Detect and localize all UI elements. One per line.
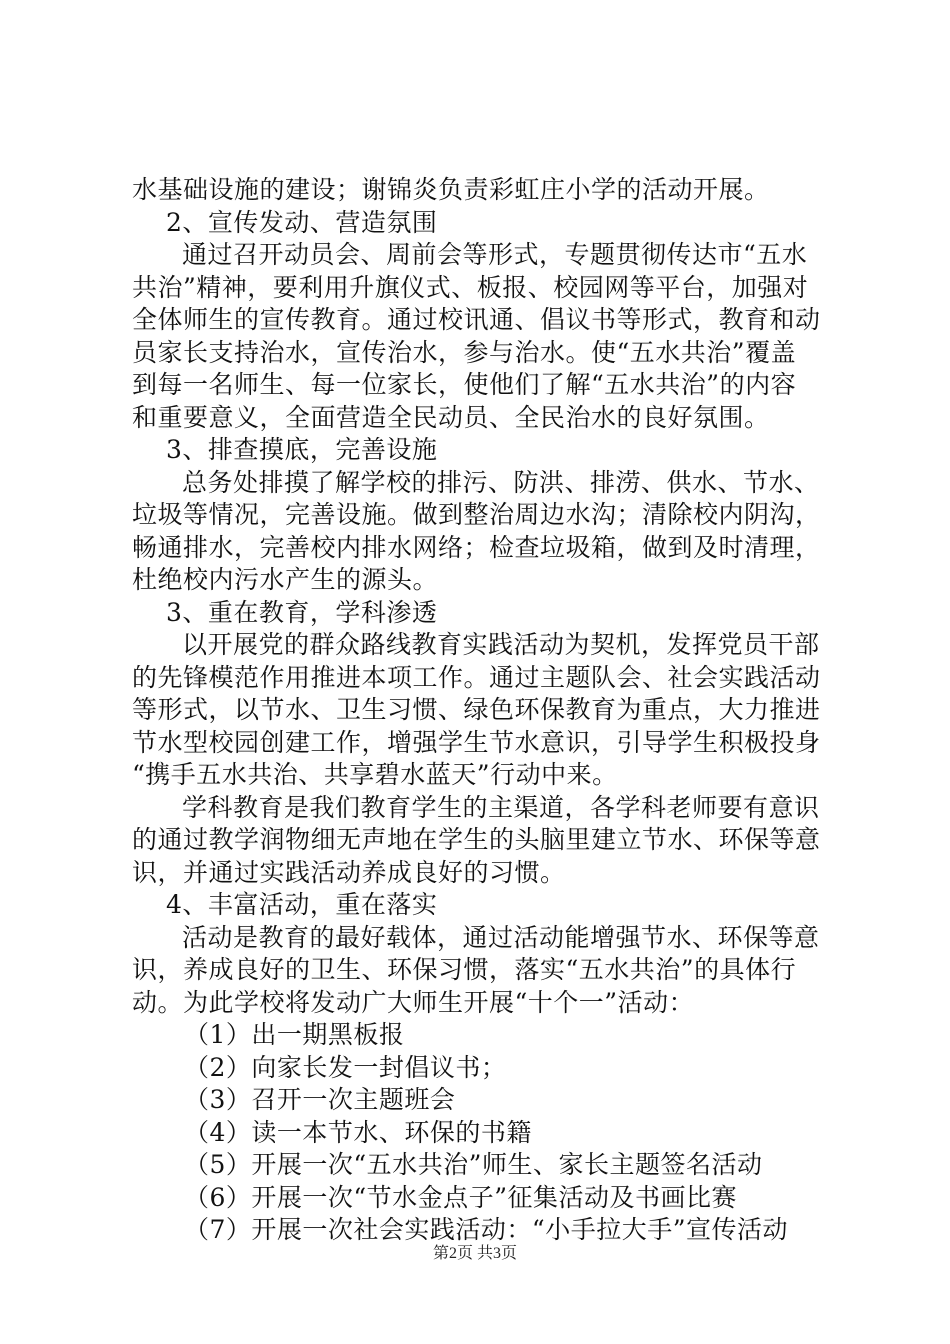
- text-line: 共治”精神，要利用升旗仪式、板报、校园网等平台，加强对: [132, 272, 809, 302]
- text-line: 识，并通过实践活动养成良好的习惯。: [132, 857, 566, 887]
- list-item: （7）开展一次社会实践活动：“小手拉大手”宣传活动: [184, 1215, 788, 1244]
- text-line: 动。为此学校将发动广大师生开展“十个一”活动：: [132, 987, 695, 1017]
- list-item: （2）向家长发一封倡议书；: [184, 1052, 507, 1082]
- text-line: 的通过教学润物细无声地在学生的头脑里建立节水、环保等意: [132, 825, 821, 854]
- text-line: 和重要意义，全面营造全民动员、全民治水的良好氛围。: [132, 402, 770, 432]
- section-heading: 3、重在教育，学科渗透: [166, 597, 438, 627]
- text-line: 总务处排摸了解学校的排污、防洪、排涝、供水、节水、: [182, 467, 820, 497]
- text-line: 通过召开动员会、周前会等形式，专题贯彻传达市“五水: [182, 240, 808, 269]
- text-line: 以开展党的群众路线教育实践活动为契机，发挥党员干部: [182, 630, 820, 659]
- text-line: 杜绝校内污水产生的源头。: [132, 565, 439, 594]
- section-heading: 2、宣传发动、营造氛围: [166, 207, 438, 237]
- section-heading: 4、丰富活动，重在落实: [166, 890, 438, 919]
- page-number-label: 第2页 共3页: [432, 1245, 517, 1262]
- text-line: 水基础设施的建设；谢锦炎负责彩虹庄小学的活动开展。: [132, 175, 770, 204]
- text-line: 到每一名师生、每一位家长，使他们了解“五水共治”的内容: [132, 370, 797, 399]
- section-heading: 3、排查摸底，完善设施: [166, 435, 438, 464]
- text-line: 识，养成良好的卫生、环保习惯，落实“五水共治”的具体行: [132, 955, 797, 984]
- list-item: （5）开展一次“五水共治”师生、家长主题签名活动: [184, 1150, 763, 1179]
- text-line: 全体师生的宣传教育。通过校讯通、倡议书等形式，教育和动: [132, 305, 821, 334]
- document-body: [132, 174, 822, 1247]
- list-item: （1）出一期黑板报: [184, 1020, 405, 1049]
- list-item: （6）开展一次“节水金点子”征集活动及书画比赛: [184, 1182, 737, 1212]
- text-line: 活动是教育的最好载体，通过活动能增强节水、环保等意: [182, 922, 820, 952]
- page-footer: [0, 1240, 950, 1263]
- text-line: 的先锋模范作用推进本项工作。通过主题队会、社会实践活动: [132, 662, 821, 692]
- list-item: （3）召开一次主题班会: [184, 1085, 456, 1114]
- text-line: 学科教育是我们教育学生的主渠道，各学科老师要有意识: [182, 792, 820, 822]
- text-line: 垃圾等情况，完善设施。做到整治周边水沟；清除校内阴沟，: [132, 500, 821, 529]
- text-line: 节水型校园创建工作，增强学生节水意识，引导学生积极投身: [132, 727, 821, 757]
- text-line: 员家长支持治水，宣传治水，参与治水。使“五水共治”覆盖: [132, 337, 797, 367]
- text-line: “携手五水共治、共享碧水蓝天”行动中来。: [132, 760, 618, 789]
- text-line: 畅通排水，完善校内排水网络；检查垃圾箱，做到及时清理，: [132, 532, 821, 562]
- list-item: （4）读一本节水、环保的书籍: [184, 1117, 532, 1147]
- text-line: 等形式，以节水、卫生习惯、绿色环保教育为重点，大力推进: [132, 695, 821, 724]
